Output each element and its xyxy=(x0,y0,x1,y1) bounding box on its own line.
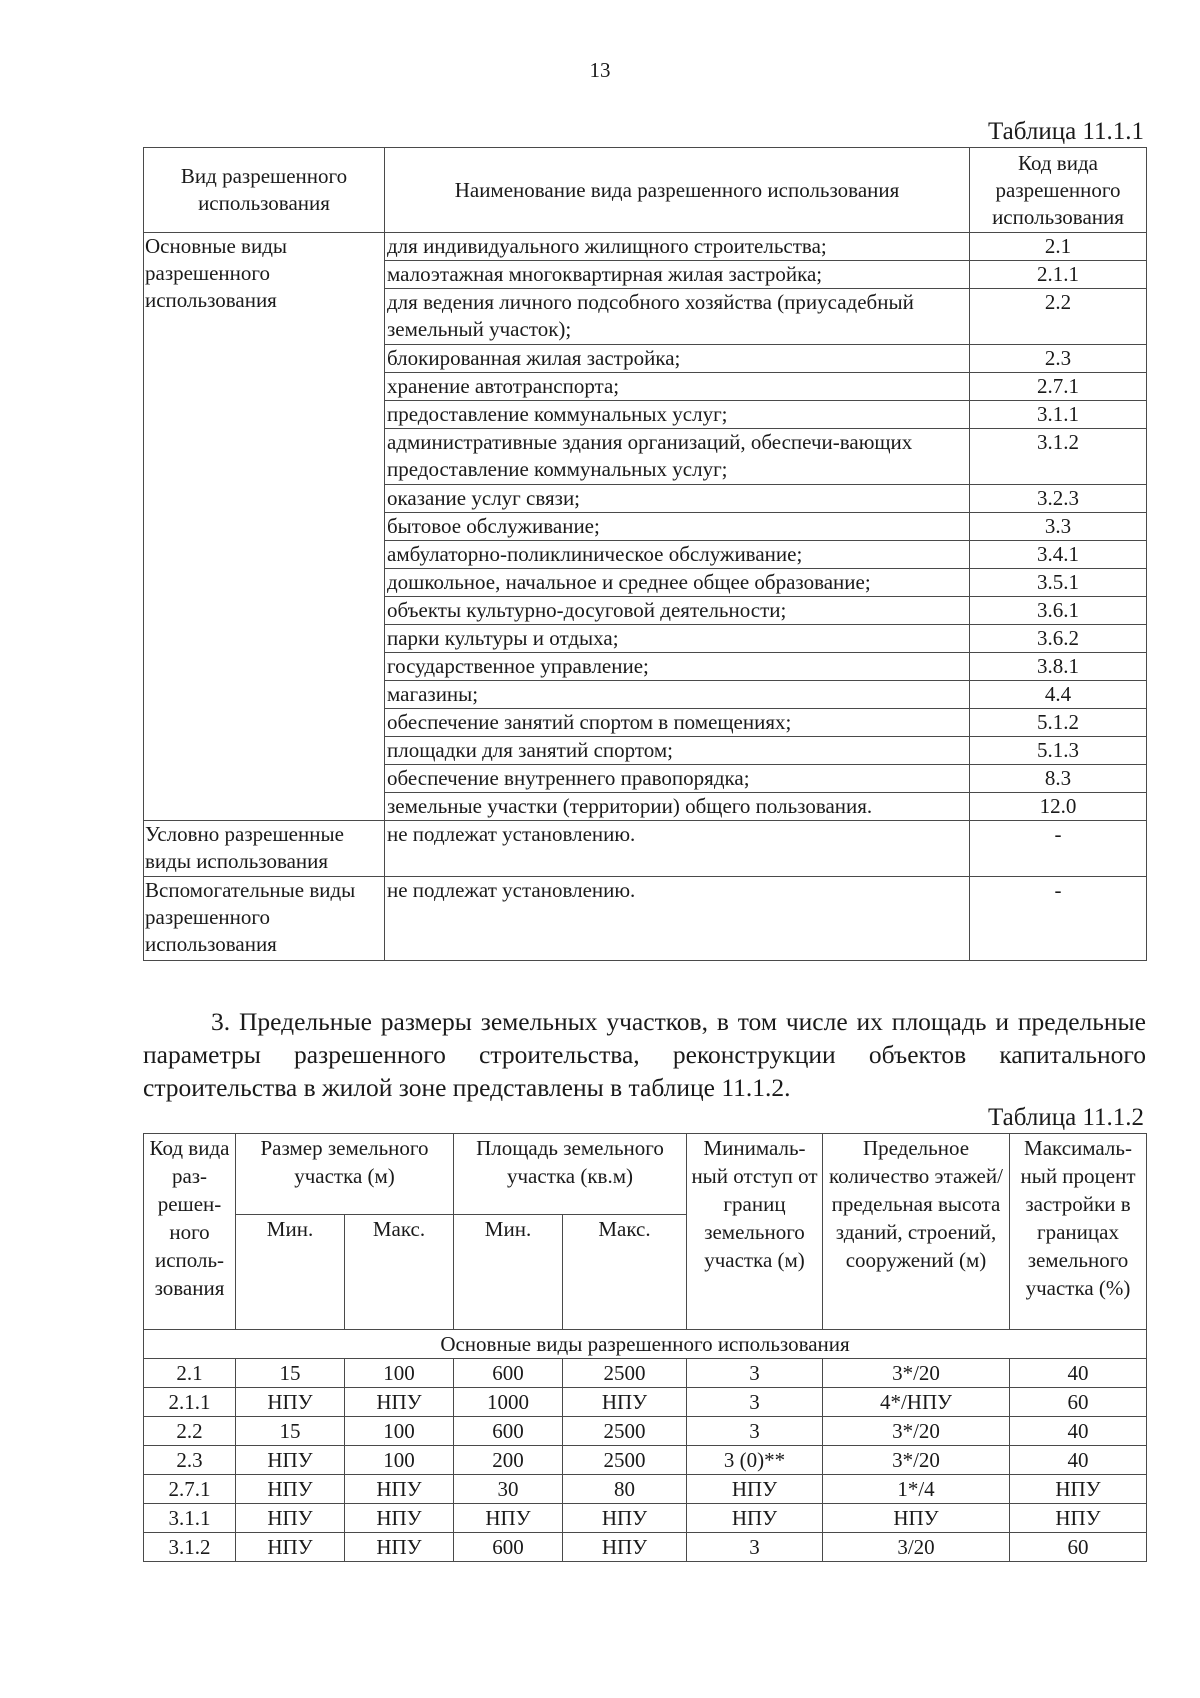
table-row xyxy=(144,877,1147,961)
header-use-name: Наименование вида разрешенного использования xyxy=(385,148,970,233)
table-cell: 3 xyxy=(687,1388,823,1417)
table-caption: Таблица 11.1.1 xyxy=(988,118,1144,145)
use-code-cell: - xyxy=(970,877,1147,961)
table-cell: 600 xyxy=(454,1359,563,1388)
table-cell: 600 xyxy=(454,1417,563,1446)
table-row xyxy=(144,1504,1147,1533)
header-use-code: Код вида разрешенного использования xyxy=(970,148,1147,233)
table-cell: НПУ xyxy=(687,1475,823,1504)
table-cell: 2.1.1 xyxy=(144,1388,236,1417)
table-cell: НПУ xyxy=(345,1475,454,1504)
use-name-cell: блокированная жилая застройка; xyxy=(385,345,970,373)
use-name-cell: не подлежат установлению. xyxy=(385,821,970,877)
table-cell: 30 xyxy=(454,1475,563,1504)
use-code-cell: 3.1.1 xyxy=(970,401,1147,429)
table-cell: 2.2 xyxy=(144,1417,236,1446)
table-cell: НПУ xyxy=(236,1446,345,1475)
table-cell: 3 xyxy=(687,1533,823,1562)
header-plot-size: Размер земельного участка (м) xyxy=(236,1134,454,1215)
table-cell: 2500 xyxy=(563,1417,687,1446)
use-code-cell: 3.4.1 xyxy=(970,541,1147,569)
header-area-min: Мин. xyxy=(454,1215,563,1330)
table-cell: 3 (0)** xyxy=(687,1446,823,1475)
table-cell: 3/20 xyxy=(823,1533,1010,1562)
header-area-max: Макс. xyxy=(563,1215,687,1330)
use-name-cell: парки культуры и отдыха; xyxy=(385,625,970,653)
use-code-cell: - xyxy=(970,821,1147,877)
table-cell: 60 xyxy=(1010,1533,1147,1562)
table-cell: НПУ xyxy=(345,1388,454,1417)
use-code-cell: 3.6.2 xyxy=(970,625,1147,653)
table-cell: 2500 xyxy=(563,1359,687,1388)
table-cell: 3*/20 xyxy=(823,1446,1010,1475)
use-code-cell: 2.3 xyxy=(970,345,1147,373)
table-cell: 80 xyxy=(563,1475,687,1504)
table-cell: НПУ xyxy=(823,1504,1010,1533)
use-name-cell: обеспечение внутреннего правопорядка; xyxy=(385,765,970,793)
use-code-cell: 3.2.3 xyxy=(970,485,1147,513)
use-name-cell: хранение автотранспорта; xyxy=(385,373,970,401)
use-name-cell: обеспечение занятий спортом в помещениях; xyxy=(385,709,970,737)
table-cell: 1*/4 xyxy=(823,1475,1010,1504)
category-cell: Условно разрешенные виды использования xyxy=(144,821,385,877)
table-cell: 4*/НПУ xyxy=(823,1388,1010,1417)
table-cell: НПУ xyxy=(345,1504,454,1533)
use-name-cell: дошкольное, начальное и среднее общее образование; xyxy=(385,569,970,597)
use-name-cell: объекты культурно-досуговой деятельности; xyxy=(385,597,970,625)
land-plot-parameters-table xyxy=(143,1133,1147,1562)
header-size-max: Макс. xyxy=(345,1215,454,1330)
use-code-cell: 12.0 xyxy=(970,793,1147,821)
table-row xyxy=(144,1533,1147,1562)
table-cell: 60 xyxy=(1010,1388,1147,1417)
table-row xyxy=(144,1388,1147,1417)
table-header-row xyxy=(144,148,1147,233)
table-cell: 100 xyxy=(345,1417,454,1446)
section-label: Основные виды разрешенного использования xyxy=(144,1330,1147,1359)
header-use-type: Вид разрешенного использования xyxy=(144,148,385,233)
table-cell: 200 xyxy=(454,1446,563,1475)
table-row xyxy=(144,1446,1147,1475)
table-row xyxy=(144,1417,1147,1446)
table-cell: НПУ xyxy=(236,1388,345,1417)
table-header-row xyxy=(144,1134,1147,1215)
table-cell: 15 xyxy=(236,1359,345,1388)
use-code-cell: 3.6.1 xyxy=(970,597,1147,625)
use-name-cell: административные здания организаций, обеспечи-вающих предоставление коммунальных услуг; xyxy=(385,429,970,485)
use-code-cell: 3.8.1 xyxy=(970,653,1147,681)
use-name-cell: для ведения личного подсобного хозяйства (приусадебный земельный участок); xyxy=(385,289,970,345)
section-row xyxy=(144,1330,1147,1359)
body-paragraph: 3. Предельные размеры земельных участков, в том числе их площадь и предельные параметры разрешенного строительства, реконструкции объектов капитального строительства в жилой зоне представлены в таблице 11.1.2. xyxy=(143,1007,1146,1102)
use-code-cell: 8.3 xyxy=(970,765,1147,793)
use-name-cell: бытовое обслуживание; xyxy=(385,513,970,541)
table-cell: НПУ xyxy=(236,1475,345,1504)
use-code-cell: 4.4 xyxy=(970,681,1147,709)
table-row xyxy=(144,821,1147,877)
table-cell: 3*/20 xyxy=(823,1359,1010,1388)
header-size-min: Мин. xyxy=(236,1215,345,1330)
use-code-cell: 5.1.3 xyxy=(970,737,1147,765)
header-setback: Минималь-ный отступ от границ земельного участка (м) xyxy=(687,1134,823,1330)
table-cell: 3.1.2 xyxy=(144,1533,236,1562)
use-name-cell: амбулаторно-поликлиническое обслуживание; xyxy=(385,541,970,569)
table-cell: 2.3 xyxy=(144,1446,236,1475)
category-cell: Вспомогательные виды разрешенного использования xyxy=(144,877,385,961)
header-code: Код вида раз-решен-ного исполь-зования xyxy=(144,1134,236,1330)
use-code-cell: 3.5.1 xyxy=(970,569,1147,597)
table-row xyxy=(144,1359,1147,1388)
page-number: 13 xyxy=(589,58,611,82)
header-floors: Предельное количество этажей/ предельная высота зданий, строений, сооружений (м) xyxy=(823,1134,1010,1330)
use-code-cell: 3.1.2 xyxy=(970,429,1147,485)
table-cell: НПУ xyxy=(1010,1504,1147,1533)
table-cell: 3 xyxy=(687,1359,823,1388)
use-code-cell: 2.1.1 xyxy=(970,261,1147,289)
table-cell: 100 xyxy=(345,1446,454,1475)
table-cell: НПУ xyxy=(236,1533,345,1562)
use-name-cell: магазины; xyxy=(385,681,970,709)
table-cell: НПУ xyxy=(563,1388,687,1417)
use-code-cell: 2.7.1 xyxy=(970,373,1147,401)
table-caption: Таблица 11.1.2 xyxy=(988,1104,1144,1131)
category-cell: Основные виды разрешенного использования xyxy=(144,233,385,821)
header-plot-area: Площадь земельного участка (кв.м) xyxy=(454,1134,687,1215)
table-cell: 40 xyxy=(1010,1359,1147,1388)
table-cell: 2.1 xyxy=(144,1359,236,1388)
table-cell: 15 xyxy=(236,1417,345,1446)
use-name-cell: для индивидуального жилищного строительства; xyxy=(385,233,970,261)
use-name-cell: государственное управление; xyxy=(385,653,970,681)
use-name-cell: малоэтажная многоквартирная жилая застройка; xyxy=(385,261,970,289)
table-cell: НПУ xyxy=(1010,1475,1147,1504)
use-code-cell: 5.1.2 xyxy=(970,709,1147,737)
table-cell: 3*/20 xyxy=(823,1417,1010,1446)
table-cell: 600 xyxy=(454,1533,563,1562)
land-use-types-table xyxy=(143,147,1147,961)
table-cell: 2.7.1 xyxy=(144,1475,236,1504)
table-cell: 3.1.1 xyxy=(144,1504,236,1533)
use-name-cell: площадки для занятий спортом; xyxy=(385,737,970,765)
table-cell: 40 xyxy=(1010,1446,1147,1475)
use-name-cell: предоставление коммунальных услуг; xyxy=(385,401,970,429)
table-cell: НПУ xyxy=(345,1533,454,1562)
use-code-cell: 2.2 xyxy=(970,289,1147,345)
header-coverage: Максималь-ный процент застройки в границах земельного участка (%) xyxy=(1010,1134,1147,1330)
table-cell: НПУ xyxy=(563,1504,687,1533)
table-cell: НПУ xyxy=(236,1504,345,1533)
table-cell: НПУ xyxy=(563,1533,687,1562)
table-cell: НПУ xyxy=(454,1504,563,1533)
use-code-cell: 3.3 xyxy=(970,513,1147,541)
use-code-cell: 2.1 xyxy=(970,233,1147,261)
table-cell: 2500 xyxy=(563,1446,687,1475)
use-name-cell: не подлежат установлению. xyxy=(385,877,970,961)
table-cell: 3 xyxy=(687,1417,823,1446)
table-cell: НПУ xyxy=(687,1504,823,1533)
table-cell: 40 xyxy=(1010,1417,1147,1446)
table-row xyxy=(144,1475,1147,1504)
table-row xyxy=(144,233,1147,261)
table-cell: 100 xyxy=(345,1359,454,1388)
table-cell: 1000 xyxy=(454,1388,563,1417)
use-name-cell: земельные участки (территории) общего пользования. xyxy=(385,793,970,821)
use-name-cell: оказание услуг связи; xyxy=(385,485,970,513)
